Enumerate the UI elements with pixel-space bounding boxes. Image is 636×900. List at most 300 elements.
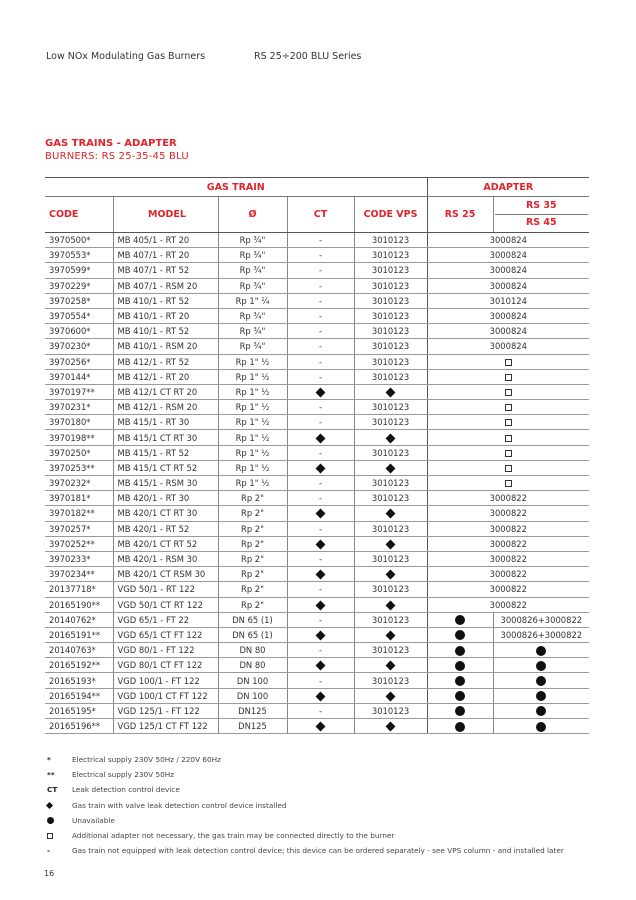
cell-code: 3970229* bbox=[45, 278, 113, 293]
cell-diameter: Rp ¾" bbox=[218, 324, 287, 339]
cell-diameter: Rp ¾" bbox=[218, 278, 287, 293]
cell-ct: - bbox=[287, 369, 354, 384]
cell-diameter: Rp 1" ¼ bbox=[218, 293, 287, 308]
diamond-icon bbox=[316, 661, 326, 671]
cell-code: 3970232* bbox=[45, 476, 113, 491]
col-header-model: MODEL bbox=[113, 197, 218, 233]
col-header-code-vps: CODE VPS bbox=[354, 197, 427, 233]
table-row bbox=[45, 597, 589, 612]
cell-ct: - bbox=[287, 551, 354, 566]
gas-train-group-header: GAS TRAIN bbox=[45, 178, 427, 197]
diamond-icon bbox=[386, 463, 396, 473]
cell-ct: - bbox=[287, 324, 354, 339]
col-header-rs35: RS 35 bbox=[495, 198, 589, 215]
cell-code: 20165190** bbox=[45, 597, 113, 612]
table-row bbox=[45, 491, 589, 506]
cell-adapter bbox=[427, 430, 589, 445]
table-row bbox=[45, 293, 589, 308]
square-icon bbox=[505, 374, 512, 381]
cell-diameter: Rp 1" ½ bbox=[218, 384, 287, 399]
legend-symbol bbox=[47, 828, 61, 843]
cell-ct bbox=[287, 627, 354, 642]
document-header-series: RS 25÷200 BLU Series bbox=[254, 51, 362, 62]
cell-diameter: Rp 1" ½ bbox=[218, 369, 287, 384]
diamond-icon bbox=[316, 722, 326, 732]
table-row bbox=[45, 627, 589, 642]
dot-icon bbox=[536, 646, 546, 656]
table-row bbox=[45, 506, 589, 521]
col-header-diameter: Ø bbox=[218, 197, 287, 233]
cell-model: VGD 125/1 CT FT 122 bbox=[113, 719, 218, 734]
cell-model: MB 407/1 - RSM 20 bbox=[113, 278, 218, 293]
cell-adapter bbox=[427, 445, 589, 460]
table-row bbox=[45, 415, 589, 430]
diamond-icon bbox=[386, 433, 396, 443]
cell-adapter: 3000824 bbox=[427, 263, 589, 278]
cell-adapter: 3000822 bbox=[427, 551, 589, 566]
cell-rs25 bbox=[427, 673, 493, 688]
cell-code: 3970182** bbox=[45, 506, 113, 521]
cell-code-vps: 3010123 bbox=[354, 582, 427, 597]
cell-diameter: DN 80 bbox=[218, 658, 287, 673]
table-row bbox=[45, 688, 589, 703]
dot-icon bbox=[455, 676, 465, 686]
cell-code: 20165194** bbox=[45, 688, 113, 703]
dot-icon bbox=[536, 691, 546, 701]
diamond-icon bbox=[316, 388, 326, 398]
cell-ct: - bbox=[287, 354, 354, 369]
cell-diameter: Rp 2" bbox=[218, 567, 287, 582]
cell-ct: - bbox=[287, 248, 354, 263]
cell-model: VGD 100/1 CT FT 122 bbox=[113, 688, 218, 703]
dot-icon bbox=[455, 706, 465, 716]
cell-ct: - bbox=[287, 703, 354, 718]
cell-code-vps: 3010123 bbox=[354, 400, 427, 415]
cell-ct bbox=[287, 597, 354, 612]
cell-rs35-rs45 bbox=[493, 703, 589, 718]
dot-icon bbox=[455, 661, 465, 671]
legend-text: Leak detection control device bbox=[72, 785, 180, 795]
legend-text: Gas train with valve leak detection control device installed bbox=[72, 800, 287, 810]
cell-ct bbox=[287, 460, 354, 475]
cell-model: MB 420/1 - RT 52 bbox=[113, 521, 218, 536]
cell-code-vps bbox=[354, 430, 427, 445]
cell-code: 3970599* bbox=[45, 263, 113, 278]
table-row bbox=[45, 233, 589, 248]
cell-code-vps: 3010123 bbox=[354, 248, 427, 263]
cell-diameter: Rp ¾" bbox=[218, 233, 287, 248]
cell-code: 20140763* bbox=[45, 643, 113, 658]
legend-symbol: ** bbox=[47, 770, 55, 780]
square-icon bbox=[47, 833, 53, 839]
cell-rs35-rs45 bbox=[493, 673, 589, 688]
section-subtitle: BURNERS: RS 25-35-45 BLU bbox=[45, 151, 189, 162]
square-icon bbox=[505, 435, 512, 442]
col-header-ct: CT bbox=[287, 197, 354, 233]
table-row bbox=[45, 476, 589, 491]
cell-code-vps: 3010123 bbox=[354, 476, 427, 491]
cell-ct: - bbox=[287, 293, 354, 308]
cell-rs25 bbox=[427, 627, 493, 642]
cell-diameter: Rp 2" bbox=[218, 536, 287, 551]
cell-model: MB 420/1 CT RSM 30 bbox=[113, 567, 218, 582]
cell-adapter: 3000824 bbox=[427, 233, 589, 248]
diamond-icon bbox=[46, 802, 53, 809]
cell-code: 3970258* bbox=[45, 293, 113, 308]
table-row bbox=[45, 430, 589, 445]
diamond-icon bbox=[386, 509, 396, 519]
diamond-icon bbox=[386, 631, 396, 641]
cell-rs25 bbox=[427, 688, 493, 703]
cell-diameter: Rp 1" ½ bbox=[218, 400, 287, 415]
cell-code-vps: 3010123 bbox=[354, 233, 427, 248]
square-icon bbox=[505, 450, 512, 457]
diamond-icon bbox=[386, 388, 396, 398]
table-row bbox=[45, 536, 589, 551]
cell-code: 3970144* bbox=[45, 369, 113, 384]
cell-code: 3970198** bbox=[45, 430, 113, 445]
cell-model: VGD 50/1 CT RT 122 bbox=[113, 597, 218, 612]
cell-code-vps: 3010123 bbox=[354, 324, 427, 339]
cell-ct bbox=[287, 430, 354, 445]
cell-code-vps bbox=[354, 688, 427, 703]
table-row bbox=[45, 263, 589, 278]
diamond-icon bbox=[386, 539, 396, 549]
cell-ct bbox=[287, 384, 354, 399]
adapter-group-header: ADAPTER bbox=[427, 178, 589, 197]
diamond-icon bbox=[386, 570, 396, 580]
cell-diameter: Rp 2" bbox=[218, 506, 287, 521]
cell-code-vps: 3010123 bbox=[354, 445, 427, 460]
cell-code: 3970230* bbox=[45, 339, 113, 354]
gas-train-table bbox=[45, 177, 589, 734]
cell-ct: - bbox=[287, 521, 354, 536]
table-row bbox=[45, 460, 589, 475]
cell-rs35-rs45: 3000826+3000822 bbox=[493, 612, 589, 627]
cell-adapter: 3000824 bbox=[427, 278, 589, 293]
cell-model: MB 410/1 - RT 20 bbox=[113, 308, 218, 323]
col-header-rs25: RS 25 bbox=[427, 197, 493, 233]
col-header-rs35-rs45 bbox=[493, 197, 589, 233]
cell-adapter bbox=[427, 384, 589, 399]
table-row bbox=[45, 369, 589, 384]
cell-rs35-rs45: 3000826+3000822 bbox=[493, 627, 589, 642]
cell-model: MB 412/1 - RT 52 bbox=[113, 354, 218, 369]
legend-text: Additional adapter not necessary, the gas train may be connected directly to the burner bbox=[72, 830, 395, 840]
cell-model: VGD 50/1 - RT 122 bbox=[113, 582, 218, 597]
dot-icon bbox=[536, 706, 546, 716]
table-row bbox=[45, 658, 589, 673]
cell-code: 3970197** bbox=[45, 384, 113, 399]
cell-code-vps bbox=[354, 627, 427, 642]
cell-adapter: 3000822 bbox=[427, 506, 589, 521]
legend-text: Unavailable bbox=[72, 815, 115, 825]
cell-diameter: DN 65 (1) bbox=[218, 612, 287, 627]
square-icon bbox=[505, 465, 512, 472]
table-row bbox=[45, 567, 589, 582]
cell-code: 20165196** bbox=[45, 719, 113, 734]
cell-model: MB 410/1 - RSM 20 bbox=[113, 339, 218, 354]
cell-code-vps bbox=[354, 597, 427, 612]
table-row bbox=[45, 354, 589, 369]
cell-ct: - bbox=[287, 582, 354, 597]
cell-code-vps: 3010123 bbox=[354, 354, 427, 369]
cell-code-vps: 3010123 bbox=[354, 703, 427, 718]
cell-model: MB 412/1 CT RT 20 bbox=[113, 384, 218, 399]
cell-adapter: 3000824 bbox=[427, 324, 589, 339]
cell-diameter: Rp 1" ½ bbox=[218, 460, 287, 475]
square-icon bbox=[505, 404, 512, 411]
dot-icon bbox=[455, 615, 465, 625]
cell-code: 20165191** bbox=[45, 627, 113, 642]
dot-icon bbox=[455, 646, 465, 656]
cell-code-vps: 3010123 bbox=[354, 263, 427, 278]
dot-icon bbox=[455, 630, 465, 640]
cell-code-vps: 3010123 bbox=[354, 339, 427, 354]
cell-code: 3970181* bbox=[45, 491, 113, 506]
legend-symbol bbox=[47, 813, 61, 828]
cell-adapter: 3000824 bbox=[427, 308, 589, 323]
diamond-icon bbox=[316, 570, 326, 580]
dot-icon bbox=[455, 691, 465, 701]
diamond-icon bbox=[316, 600, 326, 610]
dot-icon bbox=[47, 817, 54, 824]
cell-adapter: 3000822 bbox=[427, 582, 589, 597]
cell-code: 3970257* bbox=[45, 521, 113, 536]
table-row bbox=[45, 582, 589, 597]
dot-icon bbox=[536, 676, 546, 686]
cell-adapter bbox=[427, 369, 589, 384]
cell-ct bbox=[287, 506, 354, 521]
table-row bbox=[45, 445, 589, 460]
cell-code: 3970180* bbox=[45, 415, 113, 430]
cell-adapter bbox=[427, 400, 589, 415]
table-row bbox=[45, 643, 589, 658]
document-header-title: Low NOx Modulating Gas Burners bbox=[46, 51, 206, 62]
legend-text: Electrical supply 230V 50Hz / 220V 60Hz bbox=[72, 755, 221, 764]
cell-diameter: Rp 1" ½ bbox=[218, 354, 287, 369]
cell-code-vps: 3010123 bbox=[354, 551, 427, 566]
table-row bbox=[45, 248, 589, 263]
diamond-icon bbox=[386, 691, 396, 701]
cell-rs35-rs45 bbox=[493, 719, 589, 734]
cell-model: MB 415/1 - RT 30 bbox=[113, 415, 218, 430]
cell-model: MB 420/1 - RT 30 bbox=[113, 491, 218, 506]
legend-symbol: CT bbox=[47, 785, 58, 795]
table-row bbox=[45, 308, 589, 323]
cell-adapter bbox=[427, 354, 589, 369]
legend-symbol: * bbox=[47, 755, 51, 764]
cell-code: 3970253** bbox=[45, 460, 113, 475]
cell-ct: - bbox=[287, 339, 354, 354]
cell-adapter: 3000822 bbox=[427, 567, 589, 582]
cell-code-vps: 3010123 bbox=[354, 521, 427, 536]
legend-symbol bbox=[47, 798, 61, 813]
cell-ct bbox=[287, 688, 354, 703]
cell-adapter: 3000822 bbox=[427, 521, 589, 536]
cell-code-vps bbox=[354, 460, 427, 475]
cell-code-vps: 3010123 bbox=[354, 491, 427, 506]
cell-code: 20165195* bbox=[45, 703, 113, 718]
cell-diameter: Rp 2" bbox=[218, 491, 287, 506]
cell-rs25 bbox=[427, 719, 493, 734]
cell-ct bbox=[287, 567, 354, 582]
cell-model: MB 412/1 - RSM 20 bbox=[113, 400, 218, 415]
cell-rs25 bbox=[427, 703, 493, 718]
cell-model: VGD 80/1 CT FT 122 bbox=[113, 658, 218, 673]
diamond-icon bbox=[386, 600, 396, 610]
cell-diameter: Rp ¾" bbox=[218, 263, 287, 278]
cell-code: 20165193* bbox=[45, 673, 113, 688]
cell-diameter: DN 80 bbox=[218, 643, 287, 658]
diamond-icon bbox=[316, 463, 326, 473]
cell-code-vps: 3010123 bbox=[354, 293, 427, 308]
legend-symbol: - bbox=[47, 846, 51, 856]
diamond-icon bbox=[316, 539, 326, 549]
cell-code-vps bbox=[354, 719, 427, 734]
cell-code-vps bbox=[354, 506, 427, 521]
cell-rs35-rs45 bbox=[493, 688, 589, 703]
cell-diameter: Rp ¾" bbox=[218, 339, 287, 354]
cell-rs25 bbox=[427, 643, 493, 658]
cell-model: VGD 65/1 CT FT 122 bbox=[113, 627, 218, 642]
cell-ct: - bbox=[287, 415, 354, 430]
section-title: GAS TRAINS - ADAPTER bbox=[45, 138, 177, 149]
table-row bbox=[45, 384, 589, 399]
cell-code-vps: 3010123 bbox=[354, 643, 427, 658]
square-icon bbox=[505, 389, 512, 396]
page-number: 16 bbox=[44, 869, 55, 878]
cell-model: MB 410/1 - RT 52 bbox=[113, 293, 218, 308]
cell-code: 20137718* bbox=[45, 582, 113, 597]
cell-diameter: Rp ¾" bbox=[218, 308, 287, 323]
cell-diameter: Rp 1" ½ bbox=[218, 415, 287, 430]
cell-ct: - bbox=[287, 491, 354, 506]
col-header-rs45: RS 45 bbox=[525, 217, 557, 228]
cell-model: VGD 125/1 - FT 122 bbox=[113, 703, 218, 718]
cell-ct bbox=[287, 719, 354, 734]
cell-code-vps: 3010123 bbox=[354, 612, 427, 627]
table-row bbox=[45, 719, 589, 734]
dot-icon bbox=[536, 661, 546, 671]
cell-diameter: Rp 2" bbox=[218, 597, 287, 612]
cell-code-vps: 3010123 bbox=[354, 415, 427, 430]
cell-adapter: 3000824 bbox=[427, 248, 589, 263]
cell-model: MB 420/1 - RSM 30 bbox=[113, 551, 218, 566]
col-header-code: CODE bbox=[45, 197, 113, 233]
diamond-icon bbox=[316, 509, 326, 519]
square-icon bbox=[505, 419, 512, 426]
cell-diameter: Rp ¾" bbox=[218, 248, 287, 263]
cell-model: VGD 100/1 - FT 122 bbox=[113, 673, 218, 688]
cell-rs35-rs45 bbox=[493, 643, 589, 658]
cell-code-vps bbox=[354, 384, 427, 399]
cell-code: 3970553* bbox=[45, 248, 113, 263]
cell-adapter bbox=[427, 415, 589, 430]
cell-code: 20165192** bbox=[45, 658, 113, 673]
cell-diameter: Rp 2" bbox=[218, 582, 287, 597]
cell-diameter: DN 65 (1) bbox=[218, 627, 287, 642]
cell-model: MB 415/1 CT RT 52 bbox=[113, 460, 218, 475]
cell-code: 3970554* bbox=[45, 308, 113, 323]
dot-icon bbox=[536, 722, 546, 732]
cell-ct bbox=[287, 658, 354, 673]
cell-ct: - bbox=[287, 612, 354, 627]
cell-code-vps bbox=[354, 567, 427, 582]
cell-diameter: DN125 bbox=[218, 719, 287, 734]
table-row bbox=[45, 324, 589, 339]
cell-diameter: DN125 bbox=[218, 703, 287, 718]
cell-diameter: DN 100 bbox=[218, 688, 287, 703]
cell-ct: - bbox=[287, 643, 354, 658]
cell-code-vps: 3010123 bbox=[354, 673, 427, 688]
cell-diameter: Rp 2" bbox=[218, 521, 287, 536]
cell-diameter: Rp 1" ½ bbox=[218, 430, 287, 445]
cell-code-vps bbox=[354, 536, 427, 551]
cell-code: 3970233* bbox=[45, 551, 113, 566]
cell-model: MB 415/1 - RT 52 bbox=[113, 445, 218, 460]
cell-diameter: Rp 1" ½ bbox=[218, 476, 287, 491]
cell-adapter: 3000822 bbox=[427, 491, 589, 506]
cell-adapter: 3000822 bbox=[427, 536, 589, 551]
cell-ct: - bbox=[287, 308, 354, 323]
cell-adapter: 3010124 bbox=[427, 293, 589, 308]
cell-code: 3970600* bbox=[45, 324, 113, 339]
cell-adapter bbox=[427, 476, 589, 491]
cell-model: VGD 80/1 - FT 122 bbox=[113, 643, 218, 658]
cell-model: MB 410/1 - RT 52 bbox=[113, 324, 218, 339]
cell-code-vps bbox=[354, 658, 427, 673]
cell-rs35-rs45 bbox=[493, 658, 589, 673]
cell-code: 3970231* bbox=[45, 400, 113, 415]
cell-rs25 bbox=[427, 658, 493, 673]
cell-diameter: Rp 1" ½ bbox=[218, 445, 287, 460]
square-icon bbox=[505, 480, 512, 487]
cell-code: 3970234** bbox=[45, 567, 113, 582]
cell-ct: - bbox=[287, 278, 354, 293]
cell-code: 20140762* bbox=[45, 612, 113, 627]
cell-code: 3970256* bbox=[45, 354, 113, 369]
cell-code-vps: 3010123 bbox=[354, 278, 427, 293]
cell-ct: - bbox=[287, 400, 354, 415]
cell-ct: - bbox=[287, 673, 354, 688]
square-icon bbox=[505, 359, 512, 366]
cell-ct: - bbox=[287, 233, 354, 248]
cell-model: MB 407/1 - RT 20 bbox=[113, 248, 218, 263]
cell-model: MB 415/1 - RSM 30 bbox=[113, 476, 218, 491]
legend-text: Electrical supply 230V 50Hz bbox=[72, 770, 175, 780]
cell-code: 3970252** bbox=[45, 536, 113, 551]
cell-ct: - bbox=[287, 263, 354, 278]
diamond-icon bbox=[316, 631, 326, 641]
diamond-icon bbox=[386, 661, 396, 671]
legend-text: Gas train not equipped with leak detection control device; this device can be ordered separately - see VPS column - and installed later bbox=[72, 846, 564, 856]
cell-ct: - bbox=[287, 445, 354, 460]
cell-rs25 bbox=[427, 612, 493, 627]
diamond-icon bbox=[316, 433, 326, 443]
cell-code: 3970500* bbox=[45, 233, 113, 248]
table-row bbox=[45, 551, 589, 566]
cell-adapter: 3000822 bbox=[427, 597, 589, 612]
table-row bbox=[45, 339, 589, 354]
cell-code-vps: 3010123 bbox=[354, 308, 427, 323]
table-row bbox=[45, 278, 589, 293]
table-row bbox=[45, 400, 589, 415]
cell-diameter: Rp 2" bbox=[218, 551, 287, 566]
dot-icon bbox=[455, 722, 465, 732]
cell-model: MB 412/1 - RT 20 bbox=[113, 369, 218, 384]
cell-code: 3970250* bbox=[45, 445, 113, 460]
